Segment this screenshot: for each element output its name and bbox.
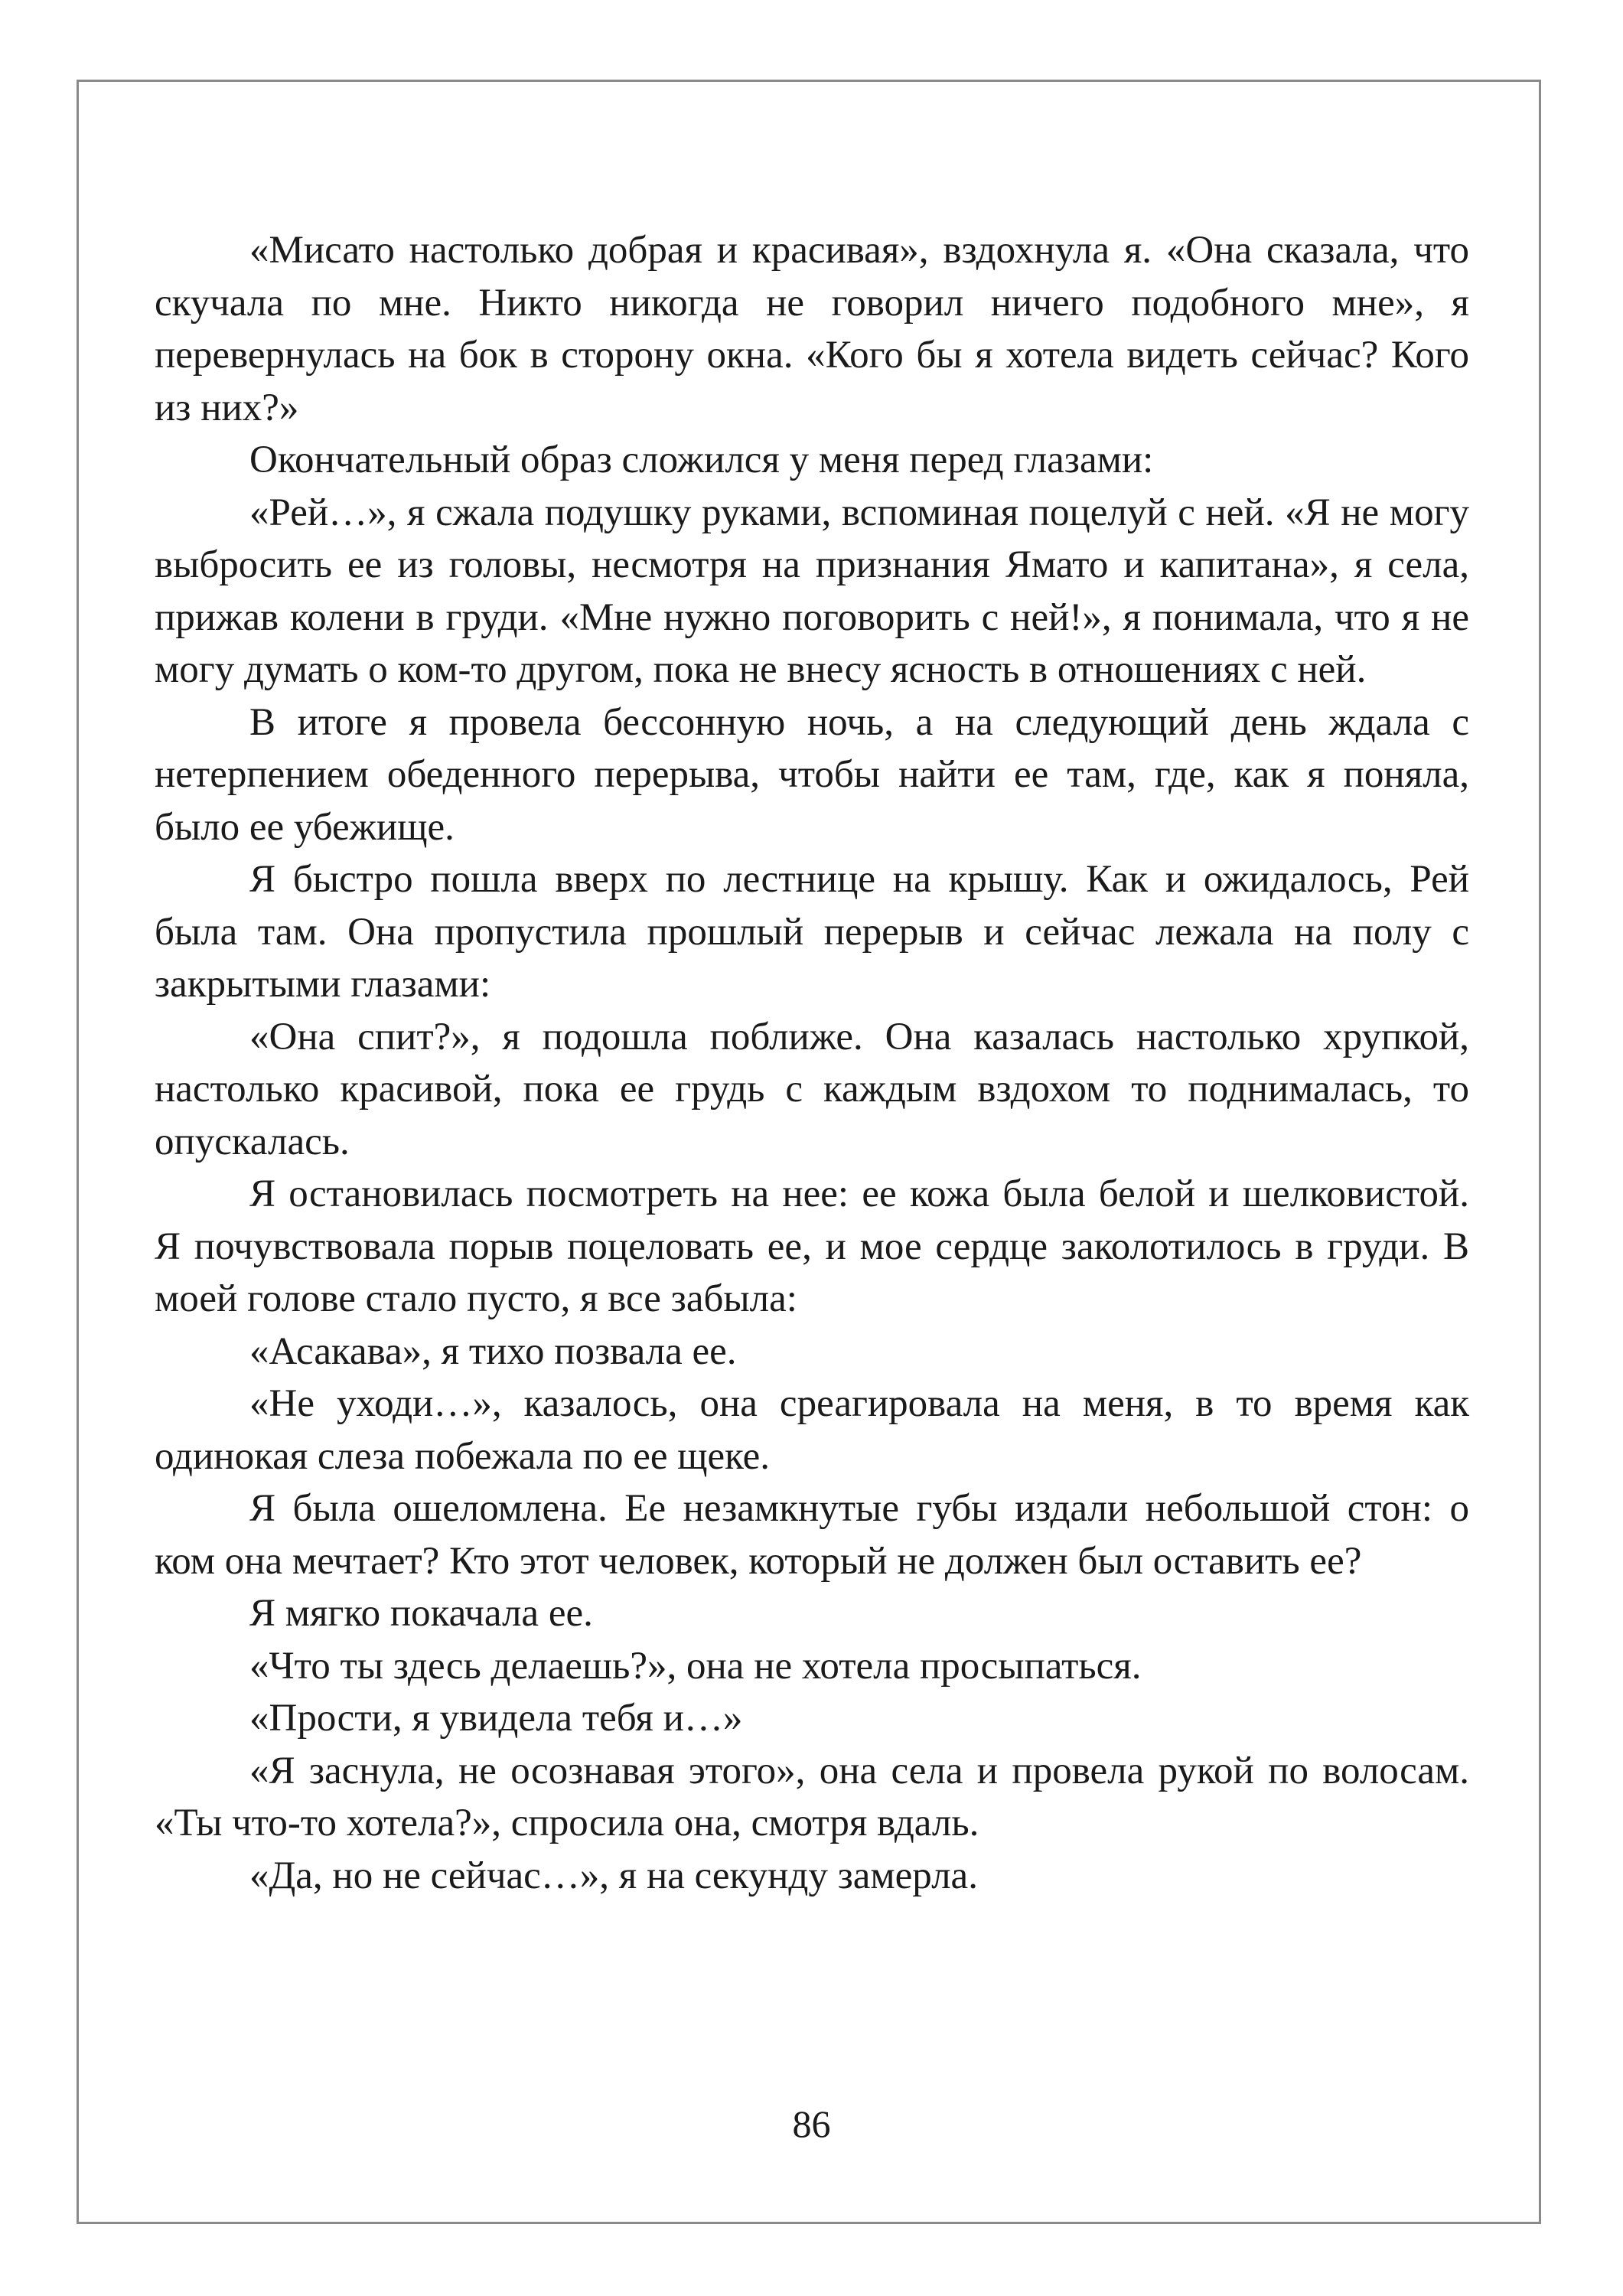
body-text xyxy=(155,224,1469,1902)
paragraph: «Она спит?», я подошла поближе. Она казалась настолько хрупкой, настолько красивой, пока ее грудь с каждым вздохом то поднималась, то опускалась. xyxy=(155,1015,1469,1163)
page-number: 86 xyxy=(792,2102,831,2145)
paragraph: Я быстро пошла вверх по лестнице на крышу. Как и ожидалось, Рей была там. Она пропустила прошлый перерыв и сейчас лежала на полу с закрытыми глазами: xyxy=(155,858,1469,1006)
paragraph: «Да, но не сейчас…», я на секунду замерла. xyxy=(249,1854,978,1897)
paragraph: «Асакава», я тихо позвала ее. xyxy=(249,1329,737,1373)
paragraph: Окончательный образ сложился у меня перед глазами: xyxy=(249,439,1154,481)
paragraph: В итоге я провела бессонную ночь, а на следующий день ждала с нетерпением обеденного перерыва, чтобы найти ее там, где, как я поняла, было ее убежище. xyxy=(155,700,1469,849)
paragraph: «Что ты здесь делаешь?», она не хотела просыпаться. xyxy=(249,1644,1142,1688)
paragraph: «Не уходи…», казалось, она среагировала на меня, в то время как одинокая слеза побежала по ее щеке. xyxy=(155,1382,1469,1478)
paragraph: «Мисато настолько добрая и красивая», вздохнула я. «Она сказала, что скучала по мне. Никто никогда не говорил ничего подобного мне», я перевернулась на бок в сторону окна. «Кого бы я хотела видеть сейчас? Кого из них?» xyxy=(155,229,1469,429)
paragraph: «Я заснула, не осознавая этого», она села и провела рукой по волосам. «Ты что-то хотела?», спросила она, смотря вдаль. xyxy=(155,1749,1469,1844)
paragraph: Я остановилась посмотреть на нее: ее кожа была белой и шелковистой. Я почувствовала порыв поцеловать ее, и мое сердце заколотилось в груди. В моей голове стало пусто, я все забыла: xyxy=(155,1172,1469,1320)
paragraph: Я была ошеломлена. Ее незамкнутые губы издали небольшой стон: о ком она мечтает? Кто этот человек, который не должен был оставить ее? xyxy=(155,1487,1469,1583)
paragraph: «Прости, я увидела тебя и…» xyxy=(249,1697,743,1740)
paragraph: Я мягко покачала ее. xyxy=(249,1592,593,1635)
paragraph: «Рей…», я сжала подушку руками, вспоминая поцелуй с ней. «Я не могу выбросить ее из головы, несмотря на признания Ямато и капитана», я села, прижав колени в груди. «Мне нужно поговорить с ней!», я понимала, что я не могу думать о ком-то другом, пока не внесу ясность в отношениях с ней. xyxy=(155,491,1469,691)
